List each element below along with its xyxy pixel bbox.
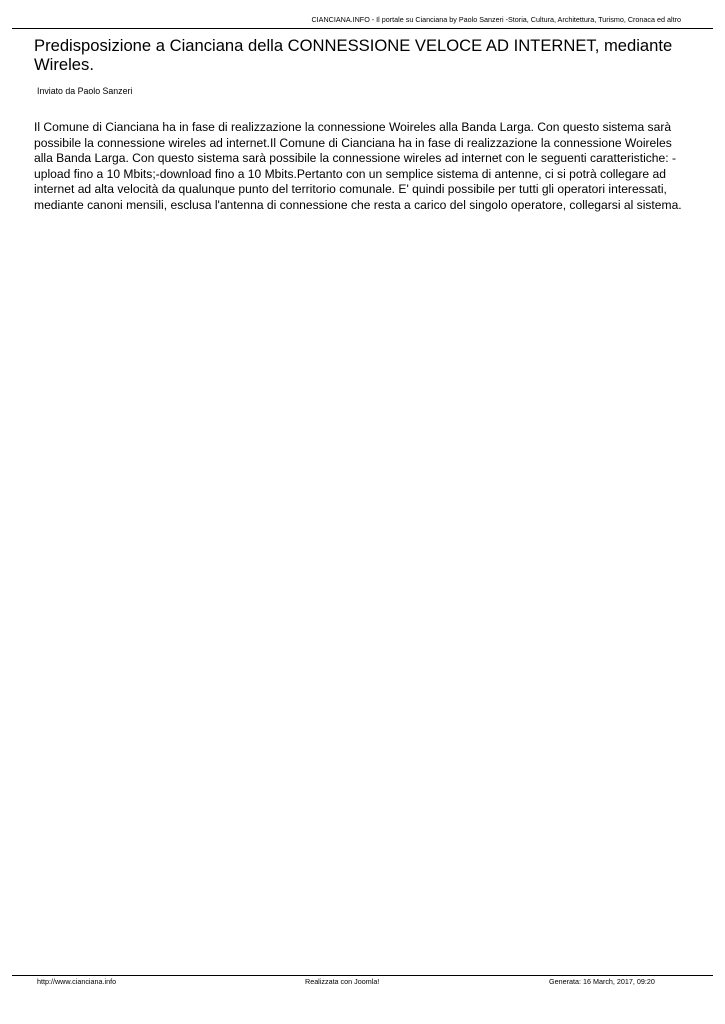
footer-generated-date: Generata: 16 March, 2017, 09:20	[549, 977, 655, 986]
article-title: Predisposizione a Cianciana della CONNESSIONE VELOCE AD INTERNET, mediante Wireles.	[34, 36, 673, 74]
article-author: Inviato da Paolo Sanzeri	[37, 86, 133, 96]
article-body: Il Comune di Cianciana ha in fase di realizzazione la connessione Woireles alla Banda Larga. Con questo sistema sarà possibile la connessione wireles ad internet.Il Comune di Cianciana ha in fase di realizzazione la connessione Woireles alla Banda Larga. Con questo sistema sarà possibile la connessione wireles ad internet con le seguenti caratteristiche: -upload fino a 10 Mbits;-download fino a 10 Mbits.Pertanto con un semplice sistema di antenne, ci si potrà collegare ad internet ad alta velocità da qualunque punto del territorio comunale. E' quindi possibile per tutti gli operatori interessati, mediante canoni mensili, esclusa l'antenna di connessione che resta a carico del singolo operatore, collegarsi al sistema.	[34, 120, 682, 212]
site-tagline: CIANCIANA.INFO - Il portale su Cianciana by Paolo Sanzeri -Storia, Cultura, Architettura, Turismo, Cronaca ed altro	[311, 15, 681, 24]
header-divider	[12, 28, 713, 29]
footer-powered-by: Realizzata con Joomla!	[305, 977, 380, 986]
footer-site-url[interactable]: http://www.cianciana.info	[37, 977, 117, 986]
footer-divider	[12, 975, 713, 976]
